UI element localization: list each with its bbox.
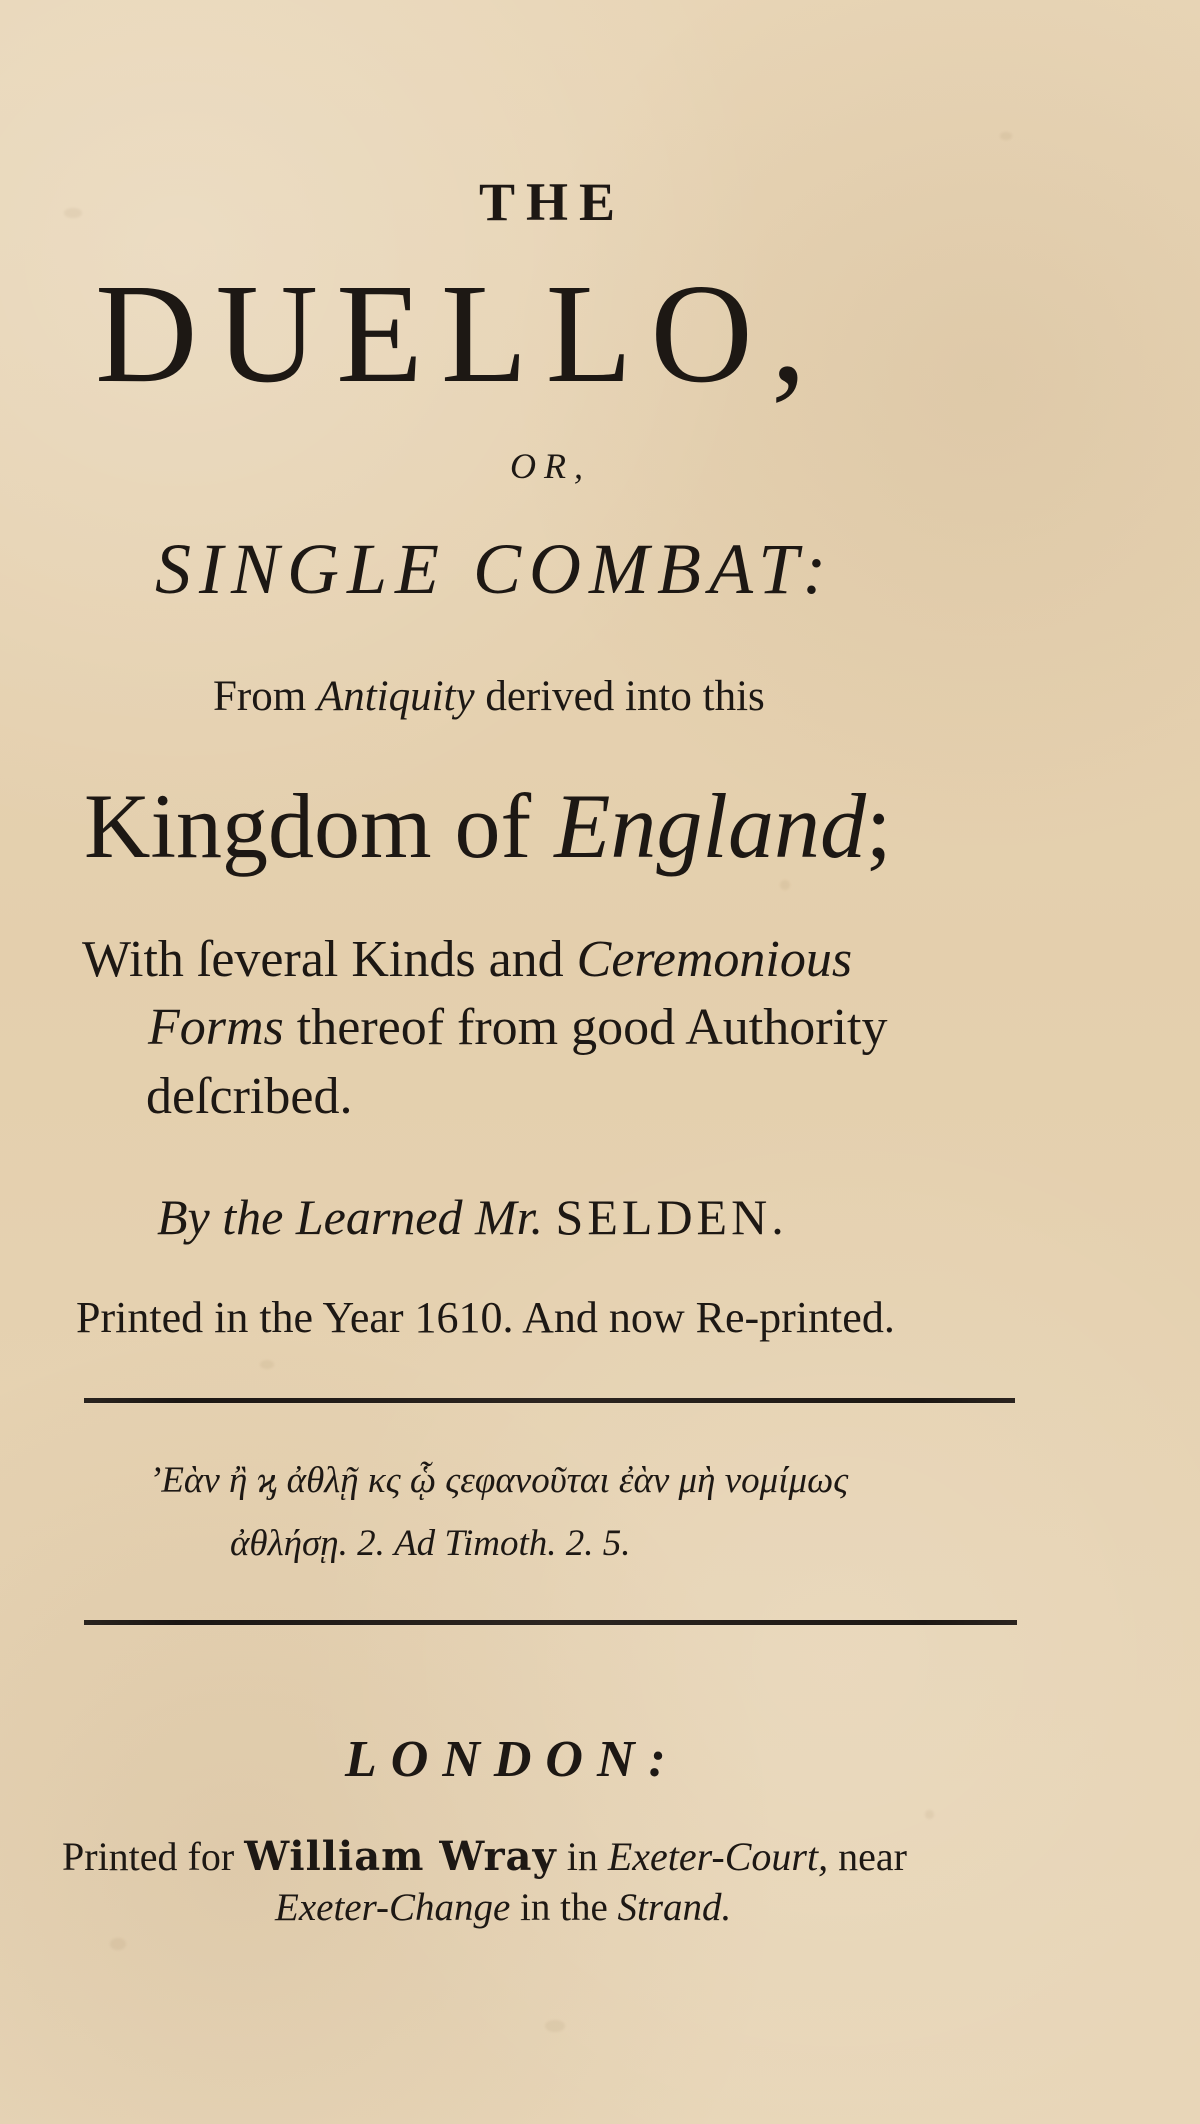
paper-spot <box>780 880 790 890</box>
from-antiquity-line <box>213 672 765 721</box>
imprint-line-1-prefix: Printed for <box>62 1834 235 1879</box>
imprint-line-2-middle: in the <box>520 1886 608 1929</box>
title-the: THE <box>479 172 627 232</box>
title-single-combat: SINGLE COMBAT: <box>155 529 835 609</box>
imprint-place-2: Exeter-Change <box>275 1886 511 1929</box>
kingdom-suffix: ; <box>865 775 892 877</box>
description-line-2-suffix: thereof from good Authority <box>296 999 888 1056</box>
top-rule <box>84 1398 1015 1403</box>
printer-name: William Wray <box>244 1833 557 1880</box>
greek-quote-line-1: ’Εὰν ἢ ϗ ἀθλῇ κς ᾧ ςεφανοῦται ἐὰν μὴ νομίμως <box>149 1460 849 1501</box>
imprint-line-1 <box>62 1833 907 1880</box>
printed-line: Printed in the Year 1610. And now Re-printed. <box>76 1293 895 1342</box>
paper-spot <box>110 1938 126 1950</box>
imprint-line-1-middle: in <box>566 1834 598 1879</box>
ceremonious-word: Ceremonious <box>576 931 853 988</box>
england-word: England <box>554 775 866 877</box>
imprint-line-1-suffix: near <box>838 1834 907 1879</box>
kingdom-prefix: Kingdom of <box>84 775 532 877</box>
paper-spot <box>545 2020 565 2032</box>
antiquity-word: Antiquity <box>316 673 475 720</box>
forms-word: Forms <box>148 999 284 1056</box>
paper-spot <box>925 1810 934 1819</box>
author-italic-text: By the Learned <box>157 1189 463 1245</box>
description-line-3: deſcribed. <box>146 1068 353 1125</box>
paper-spot <box>64 208 82 218</box>
kingdom-line <box>84 775 892 877</box>
author-line <box>157 1188 788 1246</box>
bottom-rule <box>84 1620 1017 1625</box>
description-line-1-prefix: With ſeveral Kinds and <box>82 931 564 988</box>
paper-spot <box>260 1360 274 1369</box>
imprint-line-2 <box>275 1885 731 1930</box>
title-or: OR, <box>510 446 591 486</box>
description-line-1 <box>82 930 852 989</box>
paper-spot <box>1000 132 1012 140</box>
imprint-place-1: Exeter-Court, <box>607 1834 829 1879</box>
author-name: SELDEN. <box>555 1189 788 1245</box>
greek-quote-line-2: ἀθλήσῃ. 2. Ad Timoth. 2. 5. <box>230 1523 631 1564</box>
from-suffix: derived into this <box>485 673 765 720</box>
from-prefix: From <box>213 673 307 720</box>
author-title: Mr. <box>474 1189 544 1245</box>
imprint-city: LONDON: <box>345 1731 680 1788</box>
imprint-place-3: Strand. <box>617 1886 732 1929</box>
description-line-2 <box>148 998 887 1057</box>
title-duello: DUELLO, <box>95 254 825 412</box>
